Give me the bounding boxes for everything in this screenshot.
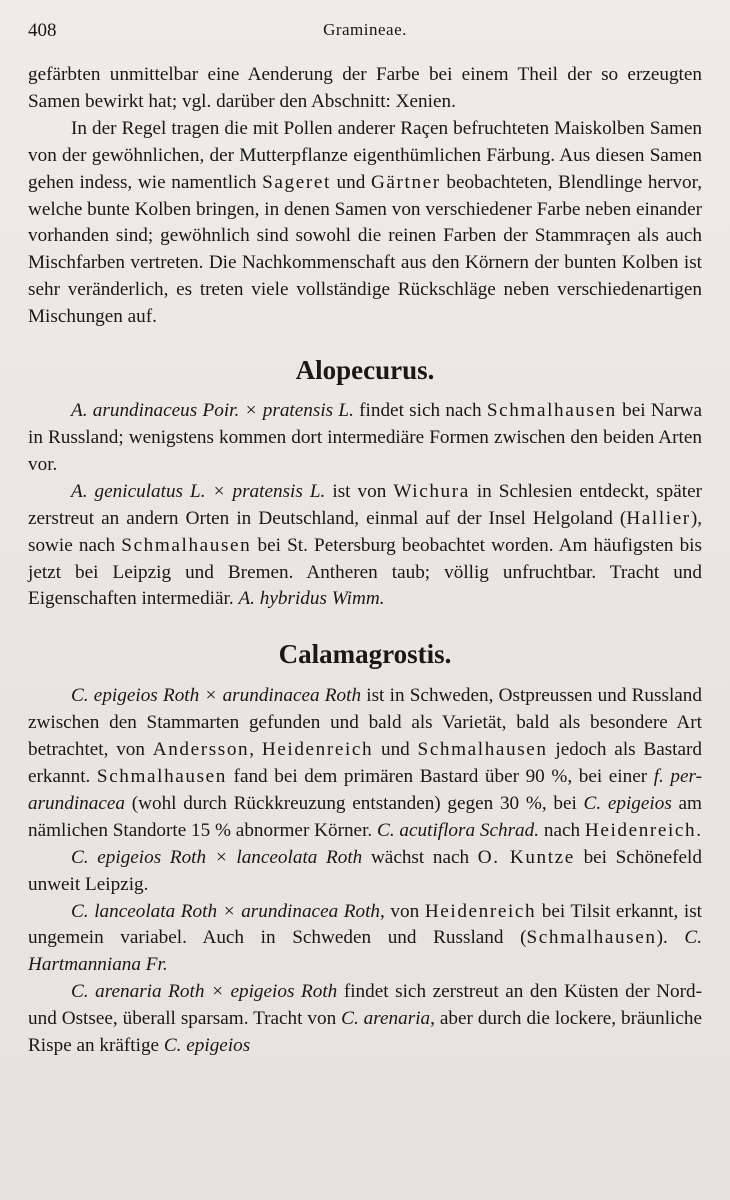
author-name: Sageret <box>262 171 331 193</box>
taxon-name: C. epigeios <box>163 1035 251 1057</box>
calamagrostis-paragraph-4: C. arenaria Roth × epigeios Roth findet sich zerstreut an den Küsten der Nord- und Ostsee, überall sparsam. Tracht von C. arenaria, aber durch die lockere, bräunliche Rispe an kräftige C. epigeios <box>28 981 702 1057</box>
author-name: Schmalhausen <box>121 534 252 556</box>
author-name: Hallier <box>626 507 691 529</box>
taxon-name: C. arenaria Roth × epigeios Roth <box>71 981 338 1003</box>
page-number: 408 <box>28 20 57 41</box>
author-name: O. Kuntze <box>477 846 575 868</box>
taxon-name: C. Hartmanniana Fr. <box>28 927 702 976</box>
taxon-name: C. lanceolata Roth × arundinacea Roth <box>71 900 381 922</box>
taxon-name: C. epigeios Roth × arundinacea Roth <box>71 685 362 707</box>
section-heading-calamagrostis: Calamagrostis. <box>278 639 452 670</box>
taxon-name: A. arundinaceus Poir. × pratensis L. <box>71 400 354 422</box>
intro-paragraph-2: In der Regel tragen die mit Pollen anderer Raçen befruchteten Maiskolben Samen von der gewöhnlichen, der Mutterpflanze eigenthümlichen Färbung. Aus diesen Samen gehen indess, wie namentlich Sageret und Gärtner beobachteten, Blendlinge hervor, welche bunte Kolben bringen, in denen Samen von verschiedener Farbe neben einander vorhanden sind; gewöhnlich sind sowohl die reinen Farben der Stammraçen als auch Mischfarben vertreten. Die Nachkommenschaft aus den Körnern der bunten Kolben ist sehr veränderlich, es treten viele vollständige Rückschläge neben verschiedenartigen Mischungen auf. <box>28 117 703 328</box>
calamagrostis-paragraph-2: C. epigeios Roth × lanceolata Roth wächst nach O. Kuntze bei Schönefeld unweit Leipzig. <box>28 846 702 895</box>
alopecurus-paragraph-1: A. arundinaceus Poir. × pratensis L. findet sich nach Schmalhausen bei Narwa in Russland; wenigstens kommen dort intermediäre Formen zwischen den beiden Arten vor. <box>28 400 703 475</box>
author-name: Schmalhausen <box>526 927 657 949</box>
section-heading-alopecurus: Alopecurus. <box>295 355 435 386</box>
author-name: Schmalhausen <box>417 739 548 761</box>
author-name: Schmalhausen <box>96 766 227 788</box>
intro-paragraph-1: gefärbten unmittelbar eine Aenderung der Farbe bei einem Theil der so erzeugten Samen bewirkt hat; vgl. darüber den Abschnitt: Xenien. <box>28 64 702 112</box>
author-name: Andersson <box>152 739 250 761</box>
author-name: Heidenreich <box>584 819 697 841</box>
taxon-name: C. epigeios Roth × lanceolata Roth <box>71 846 363 868</box>
taxon-name: C. epigeios <box>583 792 672 814</box>
alopecurus-paragraph-2: A. geniculatus L. × pratensis L. ist von Wichura in Schlesien entdeckt, später zerstreut an andern Orten in Deutschland, einmal auf der Insel Helgoland (Hallier), sowie nach Schmalhausen bei St. Petersburg beobachtet worden. Am häufigsten bis jetzt bei Leipzig und Bremen. Antheren taub; völlig unfruchtbar. Tracht und Eigenschaften intermediär. A. hybridus Wimm. <box>28 480 702 610</box>
taxon-name: A. geniculatus L. × pratensis L. <box>71 480 326 502</box>
running-title: Gramineae. <box>323 20 407 39</box>
taxon-name: f. per-arundinacea <box>28 766 702 814</box>
author-name: Wichura <box>393 480 470 502</box>
running-head <box>28 20 702 44</box>
taxon-name: C. arenaria <box>341 1008 431 1030</box>
author-name: Heidenreich <box>261 739 374 761</box>
taxon-name: A. hybridus Wimm. <box>238 588 385 610</box>
calamagrostis-paragraph-1: C. epigeios Roth × arundinacea Roth ist in Schweden, Ostpreussen und Russland zwischen den Stammarten gefunden und bald als Varietät, bald als besondere Art betrachtet, von Andersson, Heidenreich und Schmalhausen jedoch als Bastard erkannt. Schmalhausen fand bei dem primären Bastard über 90 %, bei einer f. per-arundinacea (wohl durch Rückkreuzung entstanden) gegen 30 %, bei C. epigeios am nämlichen Standorte 15 % abnormer Körner. C. acutiflora Schrad. nach Heidenreich. <box>28 685 703 841</box>
taxon-name: C. acutiflora Schrad. <box>377 819 540 841</box>
author-name: Schmalhausen <box>486 400 617 422</box>
calamagrostis-paragraph-3: C. lanceolata Roth × arundinacea Roth, von Heidenreich bei Tilsit erkannt, ist ungemein variabel. Auch in Schweden und Russland (Schmalhausen). C. Hartmanniana Fr. <box>28 900 702 976</box>
author-name: Gärtner <box>370 171 441 193</box>
author-name: Heidenreich <box>424 900 537 922</box>
page-body <box>28 62 702 1060</box>
